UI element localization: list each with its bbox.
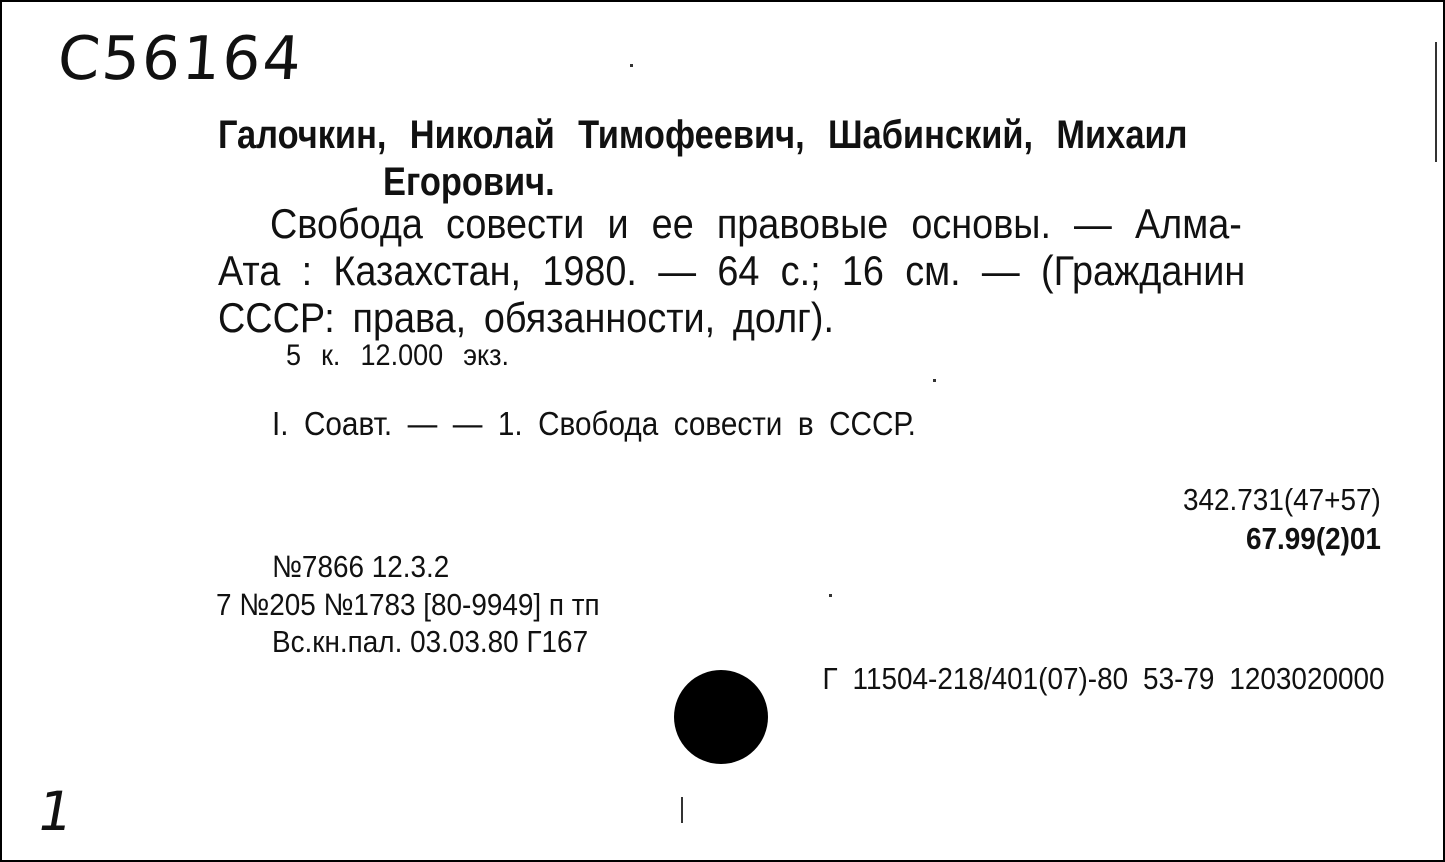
price-and-print-run: 5 к. 12.000 экз. (286, 339, 510, 372)
speck (630, 64, 633, 67)
handwritten-call-number: С56164 (55, 24, 306, 94)
order-line-2: 7 №205 №1783 [80-9949] п тп (216, 587, 600, 622)
isbn-line: Г 11504-218/401(07)-80 53-79 1203020000 (822, 661, 1385, 696)
punch-hole (674, 670, 768, 764)
order-line-1: №7866 12.3.2 (272, 549, 450, 584)
speck (681, 797, 683, 823)
authors-line-2: Егорович. (383, 160, 555, 204)
speck (933, 379, 936, 382)
title-line-3: СССР: права, обязанности, долг). (218, 294, 835, 341)
handwritten-copy-number: 1 (32, 780, 78, 843)
authors-line-1: Галочкин, Николай Тимофеевич, Шабинский, Михаил (218, 113, 1188, 157)
title-line-1: Свобода совести и ее правовые основы. — Алма- (270, 200, 1242, 247)
order-line-3: Вс.кн.пал. 03.03.80 Г167 (272, 624, 589, 659)
tracing-line: I. Соавт. — — 1. Свобода совести в СССР. (272, 405, 916, 442)
speck (1435, 42, 1437, 162)
speck (829, 594, 832, 597)
classification-bbk: 67.99(2)01 (1246, 521, 1381, 556)
classification-udc: 342.731(47+57) (1183, 482, 1381, 517)
title-line-2: Ата : Казахстан, 1980. — 64 с.; 16 см. — (Гражданин (218, 247, 1246, 294)
